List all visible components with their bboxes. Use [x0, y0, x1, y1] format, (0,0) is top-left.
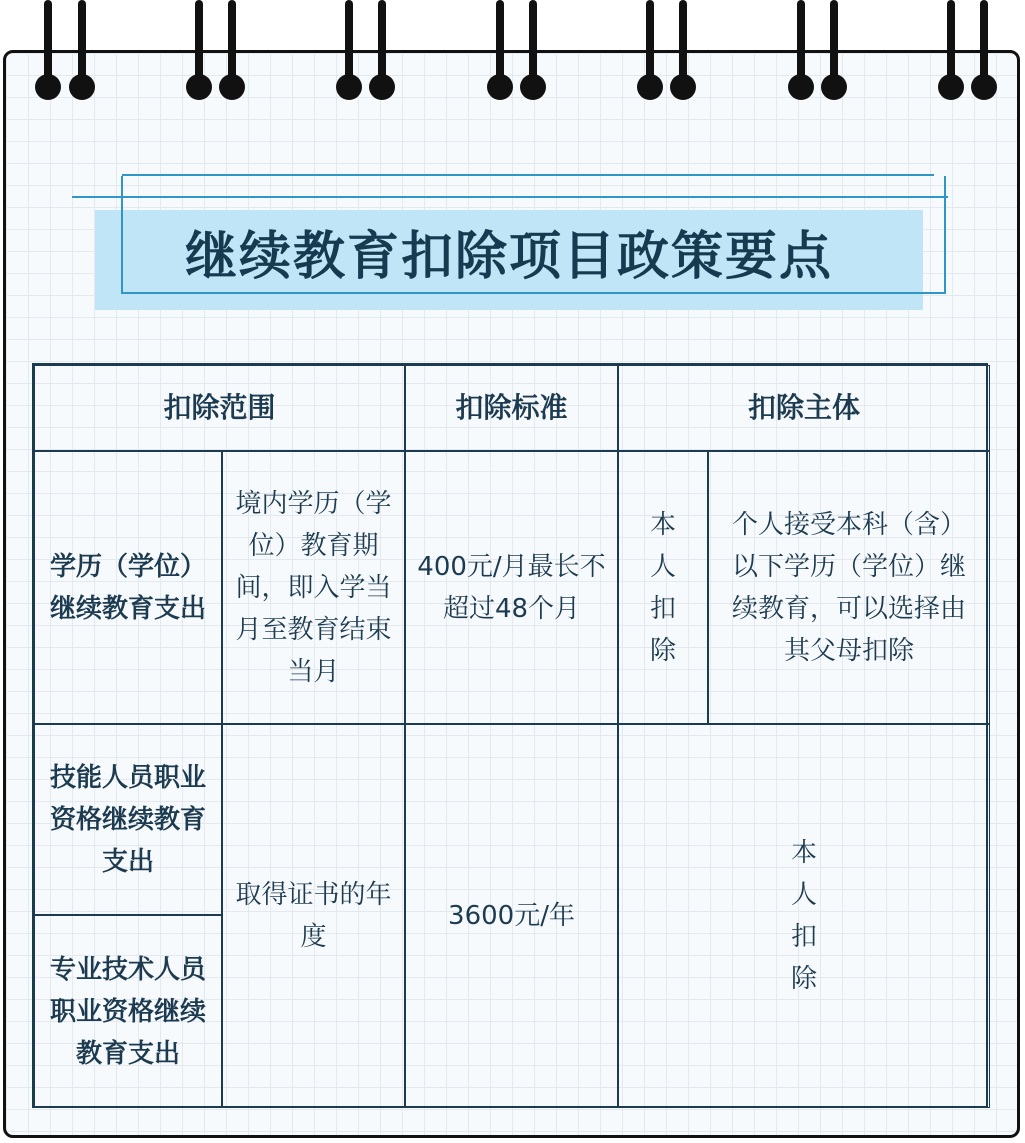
page-title: 继续教育扣除项目政策要点 [184, 226, 833, 287]
subject-certificate-cell [618, 724, 990, 1108]
header-subject: 扣除主体 [618, 365, 990, 451]
note-degree-education: 个人接受本科（含）以下学历（学位）继续教育，可以选择由其父母扣除 [708, 451, 990, 724]
period-degree-education: 境内学历（学位）教育期间，即入学当月至教育结束当月 [222, 451, 405, 724]
subject-degree-cell [618, 451, 708, 724]
category-degree-education: 学历（学位）继续教育支出 [34, 451, 222, 724]
policy-table [32, 363, 988, 1108]
category-professional-qualification: 专业技术人员职业资格继续教育支出 [34, 915, 222, 1108]
header-scope: 扣除范围 [34, 365, 405, 451]
period-certificate: 取得证书的年度 [222, 724, 405, 1108]
subject-degree-education: 本人扣除 [649, 509, 676, 666]
standard-degree-education: 400元/月最长不超过48个月 [405, 451, 618, 724]
subject-certificate: 本人扣除 [790, 838, 817, 994]
header-standard: 扣除标准 [405, 365, 618, 451]
standard-certificate: 3600元/年 [405, 724, 618, 1108]
category-skill-qualification: 技能人员职业资格继续教育支出 [34, 724, 222, 915]
